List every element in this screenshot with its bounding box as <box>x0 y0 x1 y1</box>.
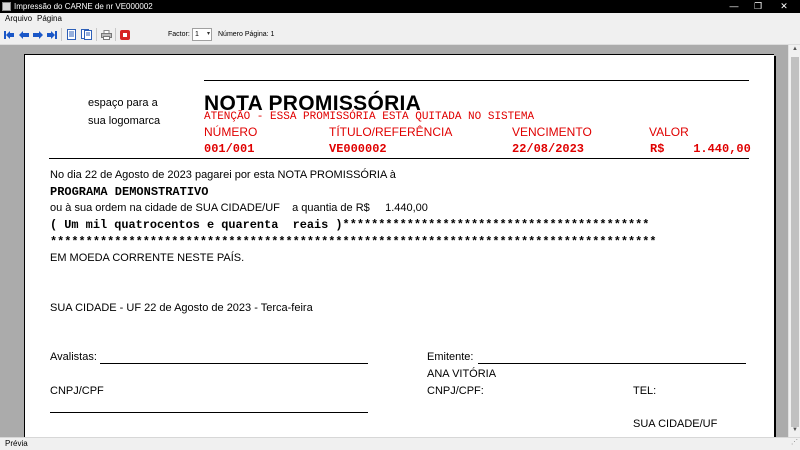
emitente-signature-line <box>478 363 746 364</box>
menu-arquivo[interactable]: Arquivo <box>5 14 33 23</box>
title-bar <box>0 0 800 13</box>
header-rule <box>204 80 749 81</box>
tel-label: TEL: <box>633 385 657 397</box>
first-page-icon[interactable] <box>3 29 15 40</box>
scrollbar-thumb[interactable] <box>791 57 799 427</box>
multi-page-icon[interactable] <box>80 29 92 40</box>
avalistas-label: Avalistas: <box>50 351 97 363</box>
page-shadow <box>774 56 776 437</box>
app-icon <box>2 2 11 11</box>
factor-select[interactable] <box>192 28 212 41</box>
value-titulo: VE000002 <box>329 142 387 156</box>
value-numero: 001/001 <box>204 142 255 156</box>
status-bar <box>0 437 800 450</box>
stars-filler: ************************************************************************************* <box>50 235 657 249</box>
vertical-scrollbar[interactable] <box>788 45 800 437</box>
window-title: Impressão do CARNE de nr VE000002 <box>14 2 153 11</box>
cnpj-right-label: CNPJ/CPF: <box>427 385 484 397</box>
toolbar-separator <box>115 28 116 41</box>
print-icon[interactable] <box>100 29 112 40</box>
minimize-button[interactable]: — <box>729 1 739 11</box>
document-page <box>24 54 774 437</box>
last-page-icon[interactable] <box>46 29 58 40</box>
logo-placeholder-line2: sua logomarca <box>88 115 161 127</box>
factor-label: Factor: <box>168 31 190 38</box>
avalistas-signature-line <box>100 363 368 364</box>
toolbar-separator <box>96 28 97 41</box>
value-vencimento: 22/08/2023 <box>512 142 585 156</box>
cnpj-left-label: CNPJ/CPF <box>50 385 104 397</box>
header-valor: VALOR <box>649 125 689 139</box>
toolbar-separator <box>61 28 62 41</box>
stop-icon[interactable] <box>119 29 131 40</box>
currency-text: EM MOEDA CORRENTE NESTE PAÍS. <box>50 252 245 264</box>
page-number-label: Número Página: 1 <box>218 31 275 38</box>
logo-placeholder-line1: espaço para a <box>88 97 158 109</box>
toolbar <box>0 25 800 45</box>
emitente-label: Emitente: <box>427 351 474 363</box>
header-titulo: TÍTULO/REFERÊNCIA <box>329 125 453 139</box>
header-numero: NÚMERO <box>204 125 258 139</box>
value-valor: R$ 1.440,00 <box>650 142 751 156</box>
next-page-icon[interactable] <box>32 29 44 40</box>
payee-name: PROGRAMA DEMONSTRATIVO <box>50 185 209 199</box>
place-date: SUA CIDADE - UF 22 de Agosto de 2023 - Terca-feira <box>50 302 313 314</box>
menu-bar <box>0 13 800 25</box>
close-button[interactable]: ✕ <box>780 1 788 11</box>
amount-in-words: ( Um mil quatrocentos e quarenta reais )******************************************* <box>50 218 650 232</box>
document-title: NOTA PROMISSÓRIA <box>204 92 422 115</box>
emitente-name: ANA VITÓRIA <box>427 368 497 380</box>
header-vencimento: VENCIMENTO <box>512 125 592 139</box>
single-page-icon[interactable] <box>65 29 77 40</box>
status-text: Prévia <box>5 439 28 448</box>
resize-grip-icon[interactable]: ⋰ <box>791 439 798 446</box>
scroll-up-icon[interactable]: ▲ <box>792 46 798 52</box>
chevron-down-icon: ▾ <box>206 31 210 37</box>
factor-value: 1 <box>195 31 199 38</box>
amount-text: ou à sua ordem na cidade de SUA CIDADE/UF a quantia de R$ 1.440,00 <box>50 202 428 214</box>
section-rule <box>49 158 749 159</box>
menu-pagina[interactable]: Página <box>37 14 62 23</box>
cnpj-left-line <box>50 412 368 413</box>
city-uf: SUA CIDADE/UF <box>633 418 718 430</box>
scroll-down-icon[interactable]: ▼ <box>792 427 798 433</box>
prev-page-icon[interactable] <box>18 29 30 40</box>
promise-text: No dia 22 de Agosto de 2023 pagarei por esta NOTA PROMISSÓRIA à <box>50 169 396 181</box>
paid-warning: ATENÇÃO - ESSA PROMISSÓRIA ESTA QUITADA NO SISTEMA <box>204 111 535 123</box>
maximize-button[interactable]: ❐ <box>753 1 763 11</box>
